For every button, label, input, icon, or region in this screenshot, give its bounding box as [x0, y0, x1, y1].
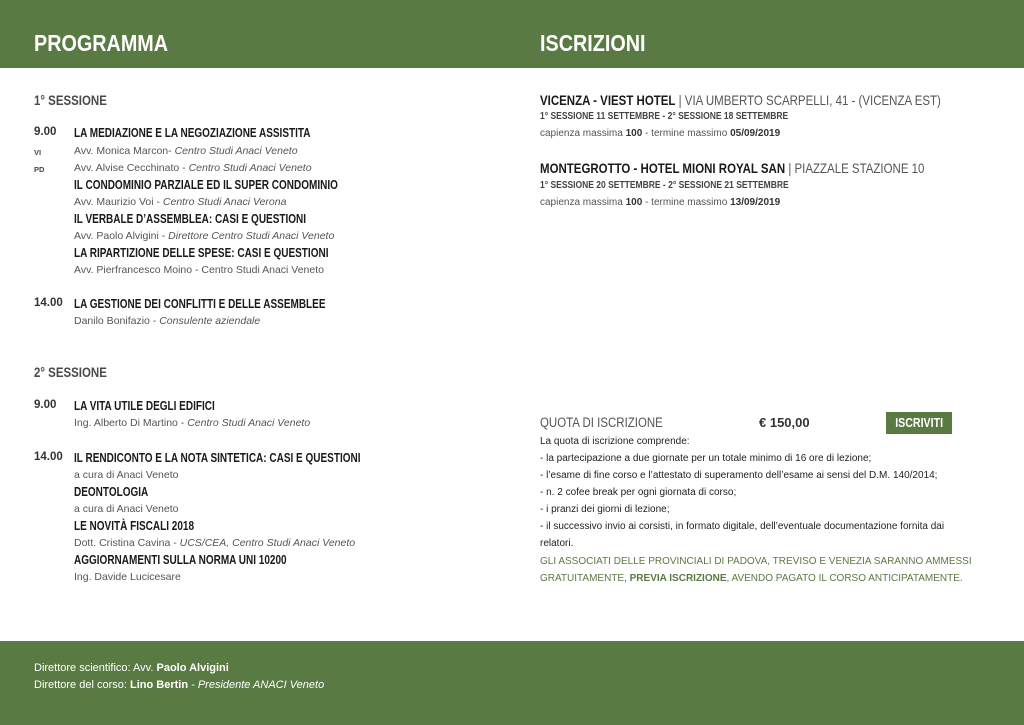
- venue-vicenza-capacity: capienza massima 100 - termine massimo 05/09/2019: [540, 128, 781, 139]
- quota-item-1: - la partecipazione a due giornate per un totale minimo di 16 ore di lezione;: [540, 453, 872, 464]
- topic-novita-fiscali: LE NOVITÀ FISCALI 2018: [74, 519, 195, 533]
- quota-item-4: - i pranzi dei giorni di lezione;: [540, 504, 670, 515]
- associates-note-2: GRATUITAMENTE, PREVIA ISCRIZIONE, AVENDO PAGATO IL CORSO ANTICIPATAMENTE.: [540, 573, 963, 584]
- speaker-cecchinato: Avv. Alvise Cecchinato - Centro Studi Anaci Veneto: [74, 162, 312, 174]
- scientific-director: Direttore scientifico: Avv. Paolo Alvigini: [34, 662, 229, 674]
- header-bar: [0, 0, 1024, 68]
- topic-vita-utile: LA VITA UTILE DEGLI EDIFICI: [74, 399, 215, 413]
- venue-vicenza-sessions: 1° SESSIONE 11 SETTEMBRE - 2° SESSIONE 18 SETTEMBRE: [540, 111, 789, 122]
- quota-price: € 150,00: [759, 415, 810, 430]
- speaker-anaci-1: a cura di Anaci Veneto: [74, 469, 179, 481]
- session2-time-morning: 9.00: [34, 399, 57, 411]
- venue-montegrotto-capacity: capienza massima 100 - termine massimo 13/09/2019: [540, 197, 781, 208]
- quota-label: QUOTA DI ISCRIZIONE: [540, 415, 663, 430]
- associates-note-1: GLI ASSOCIATI DELLE PROVINCIALI DI PADOVA, TREVISO E VENEZIA SARANNO AMMESSI: [540, 556, 972, 567]
- quota-intro: La quota di iscrizione comprende:: [540, 436, 690, 447]
- quota-item-3: - n. 2 cofee break per ogni giornata di corso;: [540, 487, 737, 498]
- topic-mediazione: LA MEDIAZIONE E LA NEGOZIAZIONE ASSISTITA: [74, 126, 311, 140]
- speaker-marcon: Avv. Monica Marcon- Centro Studi Anaci Veneto: [74, 145, 298, 157]
- programma-title: PROGRAMMA: [34, 30, 169, 56]
- speaker-bonifazio: Danilo Bonifazio - Consulente aziendale: [74, 315, 261, 327]
- speaker-cavina: Dott. Cristina Cavina - UCS/CEA, Centro Studi Anaci Veneto: [74, 537, 356, 549]
- topic-verbale: IL VERBALE D’ASSEMBLEA: CASI E QUESTIONI: [74, 212, 307, 226]
- speaker-moino: Avv. Pierfrancesco Moino - Centro Studi Anaci Veneto: [74, 264, 324, 276]
- course-director: Direttore del corso: Lino Bertin - Presidente ANACI Veneto: [34, 679, 325, 691]
- topic-uni-10200: AGGIORNAMENTI SULLA NORMA UNI 10200: [74, 553, 287, 567]
- iscrizioni-title: ISCRIZIONI: [540, 30, 646, 56]
- tag-vi: VI: [34, 148, 42, 157]
- speaker-anaci-2: a cura di Anaci Veneto: [74, 503, 179, 515]
- topic-conflitti: LA GESTIONE DEI CONFLITTI E DELLE ASSEMBLEE: [74, 297, 326, 311]
- quota-item-6: relatori.: [540, 538, 574, 549]
- footer-bar: [0, 641, 1024, 725]
- speaker-voi: Avv. Maurizio Voi - Centro Studi Anaci Verona: [74, 196, 287, 208]
- venue-montegrotto-sessions: 1° SESSIONE 20 SETTEMBRE - 2° SESSIONE 21 SETTEMBRE: [540, 180, 789, 191]
- topic-deontologia: DEONTOLOGIA: [74, 485, 149, 499]
- venue-montegrotto: MONTEGROTTO - HOTEL MIONI ROYAL SAN | PIAZZALE STAZIONE 10: [540, 160, 925, 176]
- topic-condominio: IL CONDOMINIO PARZIALE ED IL SUPER CONDOMINIO: [74, 178, 338, 192]
- speaker-di-martino: Ing. Alberto Di Martino - Centro Studi Anaci Veneto: [74, 417, 311, 429]
- iscriviti-button[interactable]: ISCRIVITI: [886, 412, 952, 434]
- speaker-lucicesare: Ing. Davide Lucicesare: [74, 571, 181, 583]
- speaker-alvigini: Avv. Paolo Alvigini - Direttore Centro Studi Anaci Veneto: [74, 230, 335, 242]
- topic-ripartizione: LA RIPARTIZIONE DELLE SPESE: CASI E QUESTIONI: [74, 246, 329, 260]
- session2-title: 2° SESSIONE: [34, 364, 107, 380]
- session2-time-afternoon: 14.00: [34, 451, 63, 463]
- topic-rendiconto: IL RENDICONTO E LA NOTA SINTETICA: CASI E QUESTIONI: [74, 451, 361, 465]
- session1-title: 1° SESSIONE: [34, 92, 107, 108]
- venue-vicenza: VICENZA - VIEST HOTEL | VIA UMBERTO SCARPELLI, 41 - (VICENZA EST): [540, 92, 941, 108]
- quota-item-5: - il successivo invio ai corsisti, in formato digitale, dell’eventuale documentazione fornita dai: [540, 521, 945, 532]
- session1-time-morning: 9.00: [34, 126, 57, 138]
- session1-time-afternoon: 14.00: [34, 297, 63, 309]
- tag-pd: PD: [34, 165, 45, 174]
- quota-item-2: - l’esame di fine corso e l’attestato di superamento dell’esame ai sensi del D.M. 140/2014;: [540, 470, 938, 481]
